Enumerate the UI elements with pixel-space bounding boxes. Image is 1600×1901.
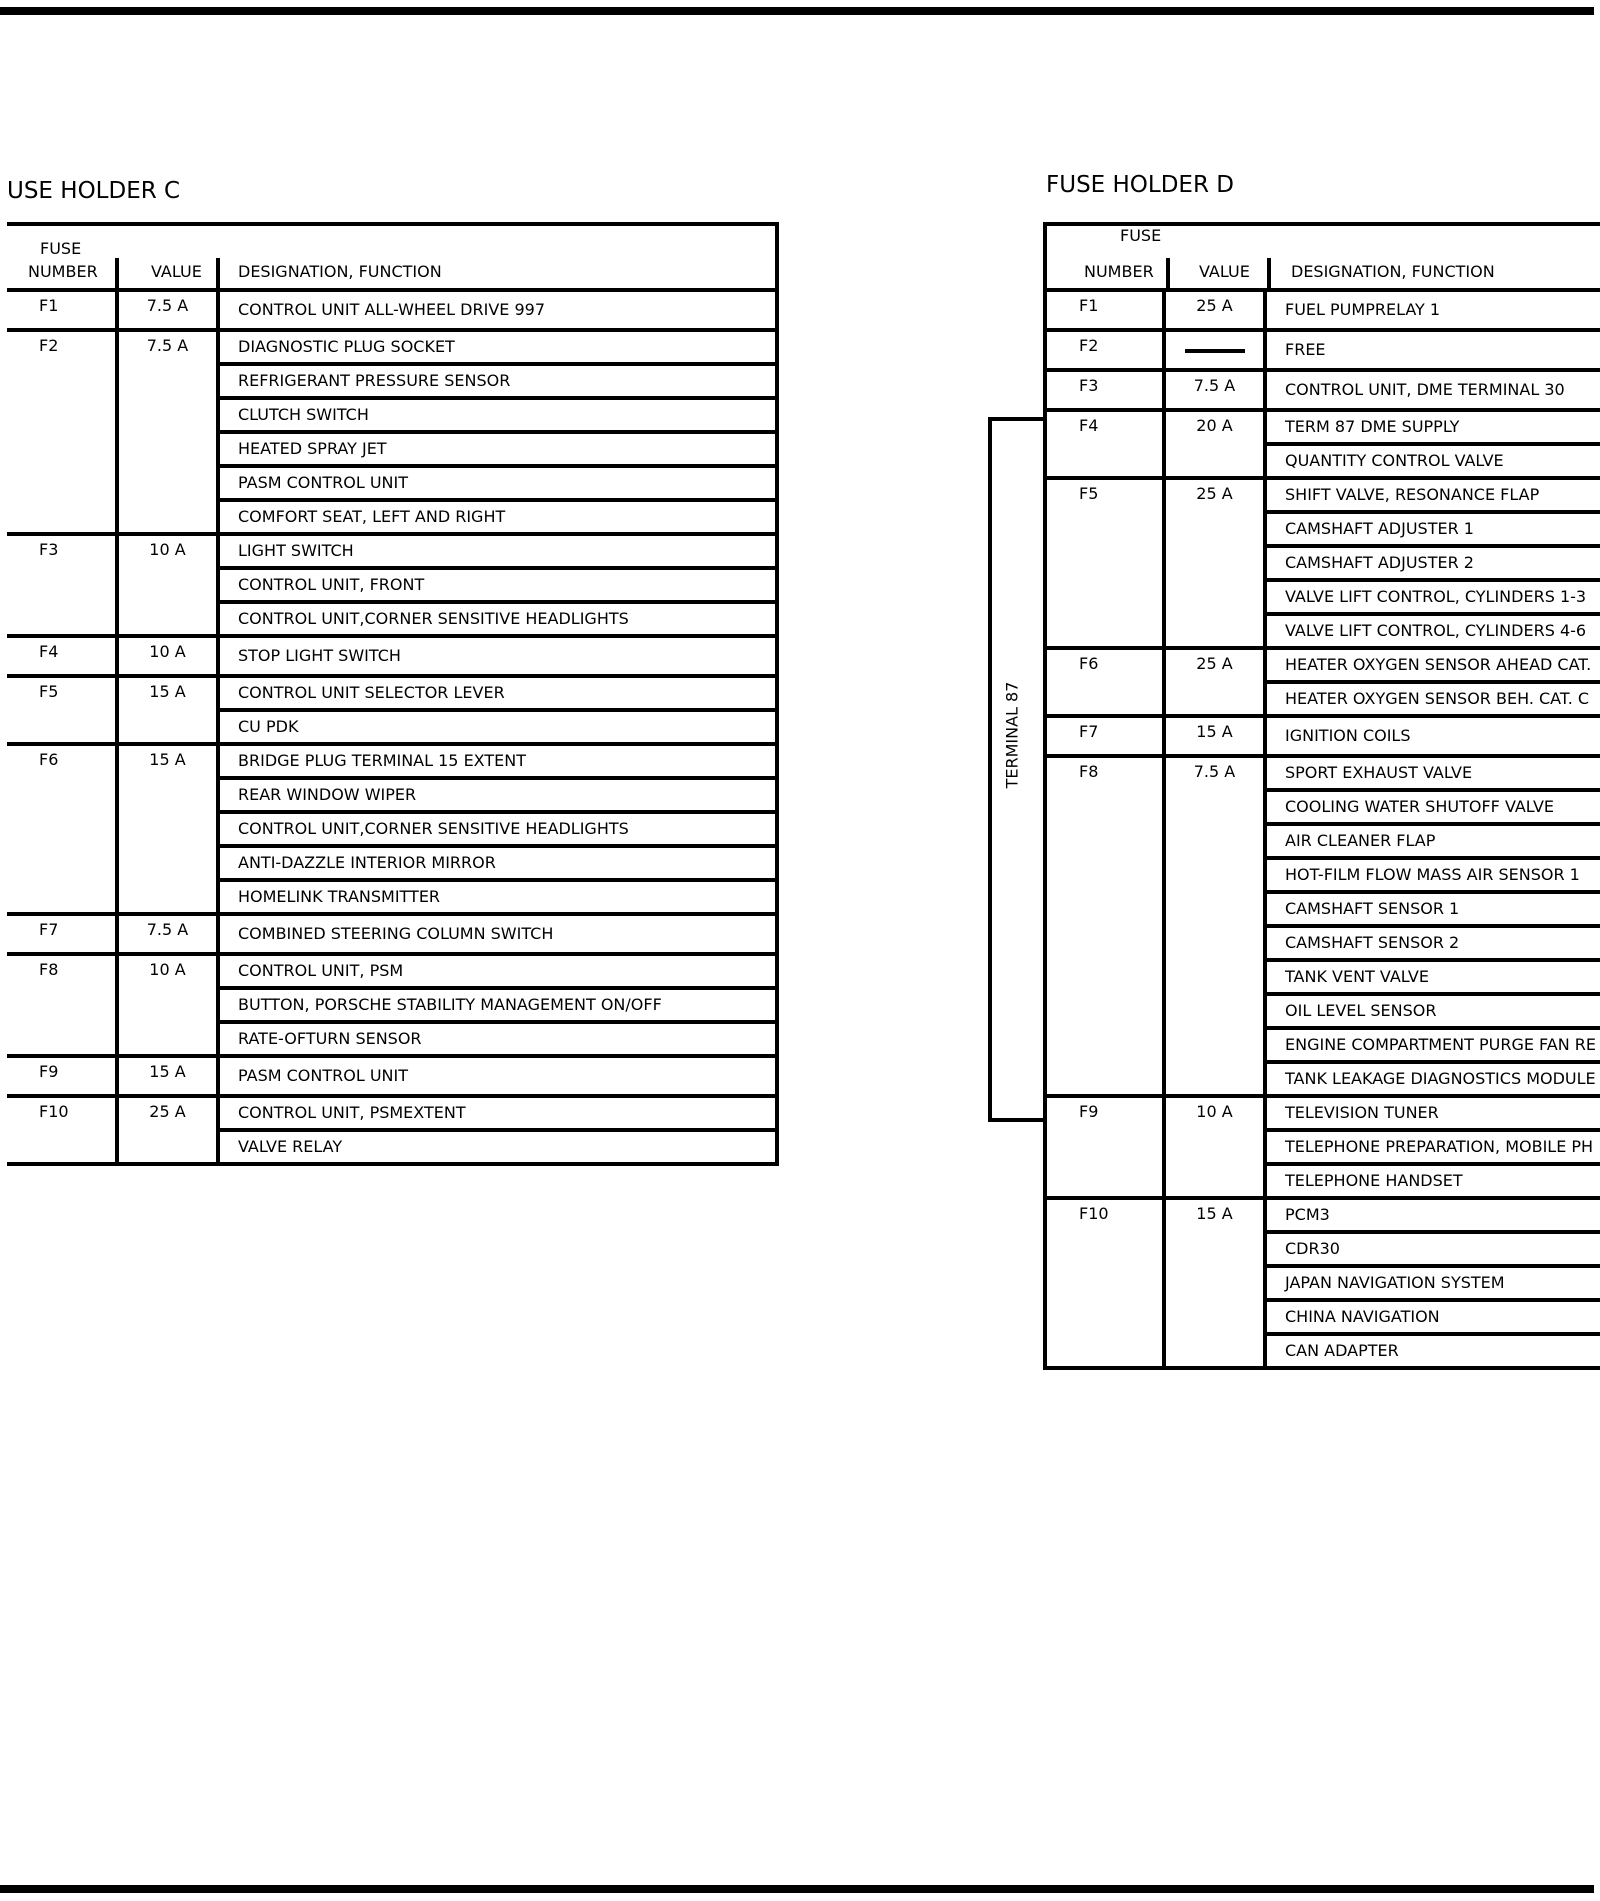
fuse-value: 7.5 A <box>117 330 218 534</box>
designation-cell: TELEVISION TUNER <box>1265 1096 1600 1130</box>
designation-cell: CONTROL UNIT SELECTOR LEVER <box>218 676 777 710</box>
designation-cell: CONTROL UNIT, DME TERMINAL 30 <box>1265 370 1600 410</box>
fuse-number: F10 <box>1045 1198 1164 1368</box>
designation-cell: CONTROL UNIT ALL-WHEEL DRIVE 997 <box>218 290 777 330</box>
holder-c-col-designation: DESIGNATION, FUNCTION <box>238 262 442 281</box>
designation-cell: CONTROL UNIT,CORNER SENSITIVE HEADLIGHTS <box>218 812 777 846</box>
table-row <box>1045 330 1600 370</box>
designation-cell: COOLING WATER SHUTOFF VALVE <box>1265 790 1600 824</box>
fuse-value: 15 A <box>117 676 218 744</box>
holder-c-table <box>7 222 779 1166</box>
designation-cell: CAMSHAFT SENSOR 1 <box>1265 892 1600 926</box>
table-row <box>1045 1198 1600 1232</box>
fuse-value: 20 A <box>1164 410 1265 478</box>
fuse-number: F2 <box>1045 330 1164 370</box>
designation-cell: CHINA NAVIGATION <box>1265 1300 1600 1334</box>
designation-cell: ENGINE COMPARTMENT PURGE FAN RE <box>1265 1028 1600 1062</box>
fuse-value: 15 A <box>1164 1198 1265 1368</box>
table-row <box>1045 1096 1600 1130</box>
designation-cell: LIGHT SWITCH <box>218 534 777 568</box>
fuse-value: 7.5 A <box>117 914 218 954</box>
fuse-value: 15 A <box>1164 716 1265 756</box>
header-row <box>1045 224 1600 290</box>
designation-cell: VALVE LIFT CONTROL, CYLINDERS 4-6 <box>1265 614 1600 648</box>
holder-d-col-value: VALUE <box>1199 262 1250 281</box>
fuse-number: F6 <box>7 744 117 914</box>
fuse-value: 10 A <box>117 534 218 636</box>
table-row <box>7 676 777 710</box>
designation-cell: HOT-FILM FLOW MASS AIR SENSOR 1 <box>1265 858 1600 892</box>
table-row <box>7 534 777 568</box>
designation-cell: OIL LEVEL SENSOR <box>1265 994 1600 1028</box>
designation-cell: TELEPHONE PREPARATION, MOBILE PH <box>1265 1130 1600 1164</box>
fuse-value: 25 A <box>1164 478 1265 648</box>
holder-d-col-fuse-2: NUMBER <box>1084 262 1154 281</box>
designation-cell: CONTROL UNIT, PSM <box>218 954 777 988</box>
fuse-value: 7.5 A <box>1164 756 1265 1096</box>
holder-d-title: FUSE HOLDER D <box>1046 172 1234 198</box>
fuse-number: F7 <box>7 914 117 954</box>
designation-cell: HEATED SPRAY JET <box>218 432 777 466</box>
designation-cell: RATE-OFTURN SENSOR <box>218 1022 777 1056</box>
fuse-number: F3 <box>1045 370 1164 410</box>
designation-cell: PCM3 <box>1265 1198 1600 1232</box>
designation-cell: TERM 87 DME SUPPLY <box>1265 410 1600 444</box>
holder-d-col-fuse-1: FUSE <box>1120 226 1162 245</box>
table-row <box>1045 756 1600 790</box>
fuse-number: F8 <box>1045 756 1164 1096</box>
top-rule <box>0 7 1594 15</box>
designation-cell: BRIDGE PLUG TERMINAL 15 EXTENT <box>218 744 777 778</box>
designation-cell: CONTROL UNIT, FRONT <box>218 568 777 602</box>
free-dash-icon <box>1185 349 1245 353</box>
table-row <box>1045 716 1600 756</box>
terminal-87-label: TERMINAL 87 <box>1002 681 1022 789</box>
fuse-number: F4 <box>1045 410 1164 478</box>
designation-cell: CAN ADAPTER <box>1265 1334 1600 1368</box>
designation-cell: PASM CONTROL UNIT <box>218 466 777 500</box>
designation-cell: FUEL PUMPRELAY 1 <box>1265 290 1600 330</box>
fuse-number: F7 <box>1045 716 1164 756</box>
fuse-value <box>1164 330 1265 370</box>
fuse-value: 7.5 A <box>1164 370 1265 410</box>
table-row <box>7 1096 777 1130</box>
table-row <box>7 744 777 778</box>
designation-cell: CDR30 <box>1265 1232 1600 1266</box>
holder-d-col-designation: DESIGNATION, FUNCTION <box>1291 262 1495 281</box>
designation-cell: SHIFT VALVE, RESONANCE FLAP <box>1265 478 1600 512</box>
fuse-value: 10 A <box>117 954 218 1056</box>
fuse-value: 25 A <box>117 1096 218 1164</box>
fuse-value: 10 A <box>117 636 218 676</box>
fuse-number: F9 <box>1045 1096 1164 1198</box>
designation-cell: TANK VENT VALVE <box>1265 960 1600 994</box>
fuse-value: 10 A <box>1164 1096 1265 1198</box>
fuse-number: F5 <box>7 676 117 744</box>
fuse-number: F10 <box>7 1096 117 1164</box>
designation-cell: JAPAN NAVIGATION SYSTEM <box>1265 1266 1600 1300</box>
table-row <box>1045 290 1600 330</box>
designation-cell: COMFORT SEAT, LEFT AND RIGHT <box>218 500 777 534</box>
fuse-number: F1 <box>1045 290 1164 330</box>
designation-cell: CAMSHAFT SENSOR 2 <box>1265 926 1600 960</box>
designation-cell: CLUTCH SWITCH <box>218 398 777 432</box>
holder-c-col-fuse-1: FUSE <box>40 239 82 258</box>
fuse-number: F3 <box>7 534 117 636</box>
fuse-number: F2 <box>7 330 117 534</box>
table-row <box>1045 478 1600 512</box>
fuse-value: 15 A <box>117 744 218 914</box>
designation-cell: STOP LIGHT SWITCH <box>218 636 777 676</box>
table-row <box>7 954 777 988</box>
table-row <box>1045 648 1600 682</box>
designation-cell: VALVE LIFT CONTROL, CYLINDERS 1-3 <box>1265 580 1600 614</box>
designation-cell: QUANTITY CONTROL VALVE <box>1265 444 1600 478</box>
fuse-number: F8 <box>7 954 117 1056</box>
designation-cell: PASM CONTROL UNIT <box>218 1056 777 1096</box>
designation-cell: COMBINED STEERING COLUMN SWITCH <box>218 914 777 954</box>
fuse-value: 7.5 A <box>117 290 218 330</box>
holder-d-table <box>1043 222 1600 1370</box>
table-row <box>7 1056 777 1096</box>
designation-cell: ANTI-DAZZLE INTERIOR MIRROR <box>218 846 777 880</box>
table-row <box>7 290 777 330</box>
fuse-number: F9 <box>7 1056 117 1096</box>
bottom-rule <box>0 1885 1594 1893</box>
designation-cell: CAMSHAFT ADJUSTER 2 <box>1265 546 1600 580</box>
designation-cell: REAR WINDOW WIPER <box>218 778 777 812</box>
table-row <box>7 330 777 364</box>
holder-c-title: USE HOLDER C <box>7 178 181 204</box>
designation-cell: VALVE RELAY <box>218 1130 777 1164</box>
designation-cell: CU PDK <box>218 710 777 744</box>
fuse-value: 25 A <box>1164 290 1265 330</box>
designation-cell: TELEPHONE HANDSET <box>1265 1164 1600 1198</box>
fuse-number: F1 <box>7 290 117 330</box>
designation-cell: BUTTON, PORSCHE STABILITY MANAGEMENT ON/OFF <box>218 988 777 1022</box>
fuse-number: F6 <box>1045 648 1164 716</box>
designation-cell: TANK LEAKAGE DIAGNOSTICS MODULE <box>1265 1062 1600 1096</box>
header-row <box>7 224 777 290</box>
holder-c-col-value: VALUE <box>151 262 202 281</box>
designation-cell: HEATER OXYGEN SENSOR AHEAD CAT. <box>1265 648 1600 682</box>
designation-cell: CAMSHAFT ADJUSTER 1 <box>1265 512 1600 546</box>
designation-cell: CONTROL UNIT, PSMEXTENT <box>218 1096 777 1130</box>
table-row <box>1045 410 1600 444</box>
designation-cell: SPORT EXHAUST VALVE <box>1265 756 1600 790</box>
designation-cell: IGNITION COILS <box>1265 716 1600 756</box>
designation-cell: AIR CLEANER FLAP <box>1265 824 1600 858</box>
fuse-number: F4 <box>7 636 117 676</box>
designation-cell: REFRIGERANT PRESSURE SENSOR <box>218 364 777 398</box>
designation-cell: CONTROL UNIT,CORNER SENSITIVE HEADLIGHTS <box>218 602 777 636</box>
designation-cell: DIAGNOSTIC PLUG SOCKET <box>218 330 777 364</box>
fuse-number: F5 <box>1045 478 1164 648</box>
holder-c-col-fuse-2: NUMBER <box>28 262 98 281</box>
table-row <box>7 914 777 954</box>
designation-cell: HOMELINK TRANSMITTER <box>218 880 777 914</box>
designation-cell: HEATER OXYGEN SENSOR BEH. CAT. C <box>1265 682 1600 716</box>
designation-cell: FREE <box>1265 330 1600 370</box>
fuse-value: 25 A <box>1164 648 1265 716</box>
table-row <box>7 636 777 676</box>
table-row <box>1045 370 1600 410</box>
fuse-value: 15 A <box>117 1056 218 1096</box>
